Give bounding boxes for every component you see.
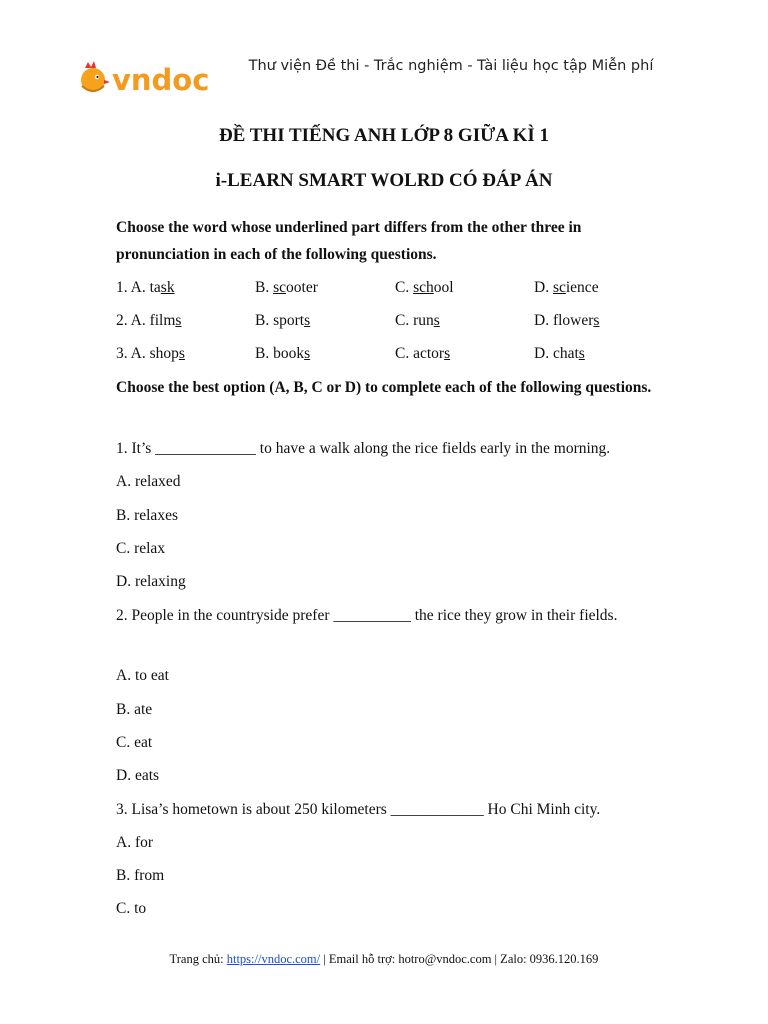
option-text: 2. A. film <box>116 312 176 329</box>
underlined-part: s <box>578 345 585 362</box>
pronunciation-option <box>395 345 450 363</box>
mascot-icon <box>81 61 110 92</box>
option-text: D. chat <box>534 345 579 362</box>
option-text: B. sport <box>255 312 305 329</box>
pronunciation-option <box>395 279 454 297</box>
document-subtitle: i-LEARN SMART WOLRD CÓ ĐÁP ÁN <box>215 170 553 191</box>
option-text-end: ool <box>433 279 454 296</box>
option-text-end: ooter <box>286 279 318 296</box>
option-text: B. book <box>255 345 305 362</box>
q2-option-b: B. ate <box>116 701 153 718</box>
underlined-part: s <box>593 312 600 329</box>
underlined-part: sc <box>273 279 287 296</box>
underlined-part: s <box>444 345 451 362</box>
pronunciation-option <box>534 279 599 297</box>
q1-option-c: C. relax <box>116 540 166 557</box>
pronunciation-option <box>255 279 318 297</box>
footer-prefix: Trang chủ: <box>169 952 227 966</box>
underlined-part: s <box>178 345 185 362</box>
pronunciation-option <box>116 279 175 297</box>
q2-option-a: A. to eat <box>116 667 169 684</box>
section2-instruction: Choose the best option (A, B, C or D) to complete each of the following questions. <box>116 379 652 396</box>
question-1: 1. It’s _____________ to have a walk along the rice fields early in the morning. <box>116 440 611 457</box>
underlined-part: s <box>304 345 311 362</box>
pronunciation-option <box>534 345 585 363</box>
pronunciation-option <box>116 312 181 330</box>
option-text-end: ience <box>565 279 599 296</box>
underlined-part: sk <box>160 279 175 296</box>
option-text: C. <box>395 279 414 296</box>
pronunciation-question-1 <box>116 279 676 299</box>
q3-option-a: A. for <box>116 834 154 851</box>
q3-option-c: C. to <box>116 900 147 917</box>
homepage-link[interactable]: https://vndoc.com/ <box>226 952 321 966</box>
option-text: B. <box>255 279 274 296</box>
q3-option-b: B. from <box>116 867 165 884</box>
pronunciation-option <box>395 312 440 330</box>
pronunciation-option <box>116 345 185 363</box>
pronunciation-option <box>255 312 310 330</box>
pronunciation-option <box>255 345 310 363</box>
underlined-part: s <box>175 312 182 329</box>
option-text: 1. A. ta <box>116 279 161 296</box>
pronunciation-question-3 <box>116 345 676 365</box>
footer-contact: | Email hỗ trợ: hotro@vndoc.com | Zalo: 0936.120.169 <box>320 952 599 966</box>
q1-option-b: B. relaxes <box>116 507 178 524</box>
underlined-part: s <box>304 312 311 329</box>
option-text: C. run <box>395 312 434 329</box>
option-text: C. actor <box>395 345 445 362</box>
pronunciation-option <box>534 312 599 330</box>
q2-option-c: C. eat <box>116 734 153 751</box>
logo-wordmark: vndoc <box>112 63 210 97</box>
underlined-part: sch <box>413 279 434 296</box>
option-text: 3. A. shop <box>116 345 179 362</box>
q1-option-d: D. relaxing <box>116 573 186 590</box>
section1-instruction: Choose the word whose underlined part differs from the other three in pronunciation in each of the following questions. <box>116 219 582 263</box>
underlined-part: s <box>433 312 440 329</box>
option-text: D. <box>534 279 553 296</box>
q2-option-d: D. eats <box>116 767 160 784</box>
document-title: ĐỀ THI TIẾNG ANH LỚP 8 GIỮA KÌ 1 <box>218 125 550 146</box>
page-footer <box>0 952 768 967</box>
vndoc-logo <box>78 58 223 100</box>
pronunciation-question-2 <box>116 312 676 332</box>
option-text: D. flower <box>534 312 594 329</box>
underlined-part: sc <box>552 279 566 296</box>
site-tagline: Thư viện Đề thi - Trắc nghiệm - Tài liệu học tập Miễn phí <box>248 58 654 74</box>
question-3: 3. Lisa’s hometown is about 250 kilometers ____________ Ho Chi Minh city. <box>116 801 601 818</box>
question-2: 2. People in the countryside prefer __________ the rice they grow in their fields. <box>116 607 618 624</box>
q1-option-a: A. relaxed <box>116 473 181 490</box>
